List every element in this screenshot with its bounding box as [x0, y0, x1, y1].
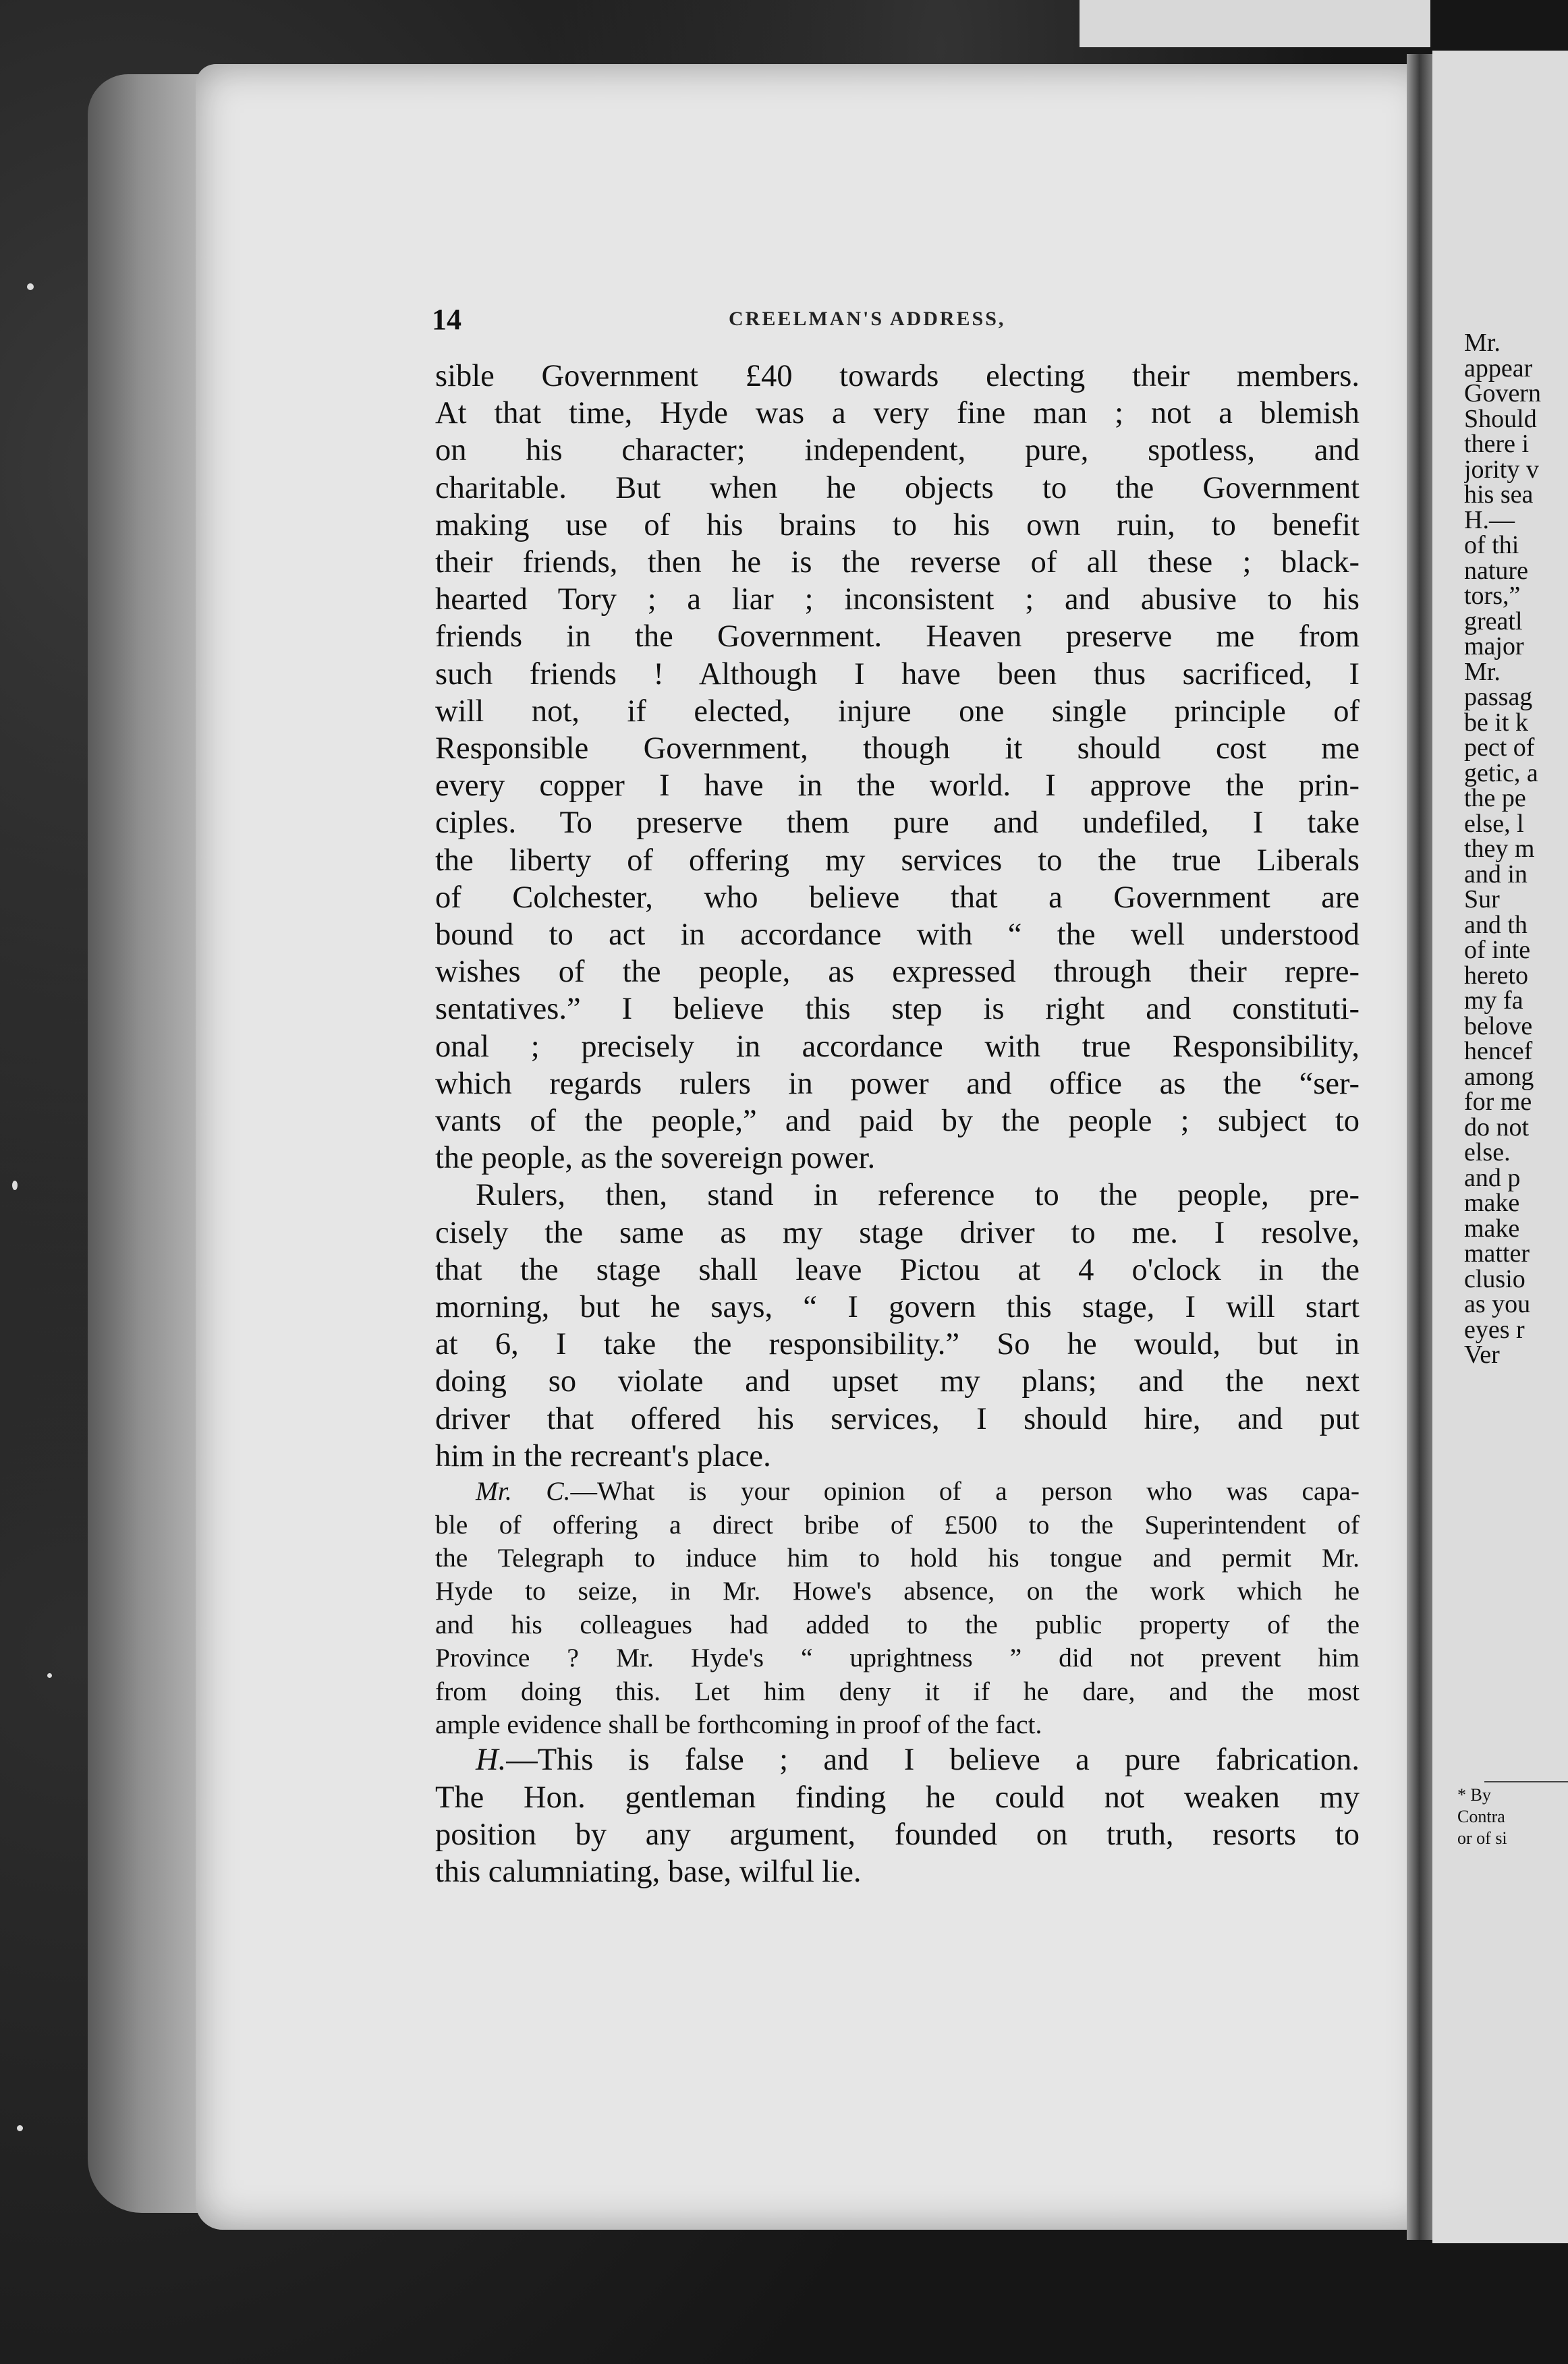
text-line: him in the recreant's place. — [435, 1438, 771, 1473]
text-line: Rulers, then, stand in reference to the people, pre- — [476, 1178, 1360, 1213]
right-page-line: and th — [1464, 910, 1528, 939]
right-page-line: Should — [1464, 404, 1537, 433]
paragraph-2 — [435, 1177, 1360, 1475]
text-line: every copper I have in the world. I approve the prin- — [435, 768, 1360, 804]
right-page-line: and in — [1464, 860, 1528, 889]
right-page-line: and p — [1464, 1163, 1521, 1192]
right-page-line: matter — [1464, 1239, 1530, 1268]
right-page-line: tors,” — [1464, 582, 1521, 610]
right-page-line: of inte — [1464, 936, 1531, 964]
text-line: the people, as the sovereign power. — [435, 1141, 876, 1176]
page-number: 14 — [432, 303, 461, 336]
text-line: this calumniating, base, wilful lie. — [435, 1854, 862, 1889]
right-page-text — [1464, 331, 1568, 1368]
text-line: sentatives.” I believe this step is right and constituti- — [435, 992, 1360, 1027]
text-line: their friends, then he is the reverse of all these ; black- — [435, 545, 1360, 580]
right-page-line: Sur — [1464, 885, 1500, 913]
right-page-line: else. — [1464, 1138, 1511, 1166]
right-page-line: hereto — [1464, 961, 1528, 990]
right-page-line: make — [1464, 1214, 1520, 1243]
paragraph-3 — [435, 1475, 1360, 1741]
text-line: hearted Tory ; a liar ; inconsistent ; and abusive to his — [435, 582, 1360, 617]
text-line: driver that offered his services, I should hire, and put — [435, 1401, 1360, 1436]
dust-speck — [12, 1181, 18, 1190]
right-page-line: Mr. — [1464, 657, 1501, 686]
text-line: At that time, Hyde was a very fine man ; not a blemish — [435, 396, 1360, 431]
text-line: of Colchester, who believe that a Government are — [435, 880, 1360, 915]
text-line: onal ; precisely in accordance with true Responsibility, — [435, 1029, 1360, 1064]
right-page-line: the pe — [1464, 784, 1526, 812]
right-page-line: make — [1464, 1189, 1520, 1217]
text-line: from doing this. Let him deny it if he dare, and the most — [435, 1676, 1360, 1706]
dust-speck — [27, 283, 34, 290]
right-page-line: among — [1464, 1062, 1534, 1091]
right-page-line: passag — [1464, 683, 1533, 711]
dust-speck — [47, 1673, 52, 1678]
right-page-line: jority v — [1464, 455, 1539, 484]
right-page-line: for me — [1464, 1088, 1532, 1116]
text-line: on his character; independent, pure, spotless, and — [435, 433, 1360, 468]
right-page-line: Ver — [1464, 1341, 1500, 1368]
paper-strip — [1080, 0, 1430, 47]
footnote-rule — [1484, 1781, 1568, 1782]
text-line: friends in the Government. Heaven preserve me from — [435, 619, 1360, 654]
right-page-footnote — [1457, 1784, 1565, 1849]
paragraph-4 — [435, 1741, 1360, 1890]
paragraph-1 — [435, 358, 1360, 1177]
right-footnote-line: Contra — [1457, 1807, 1505, 1826]
right-page-line: pect of — [1464, 733, 1535, 762]
right-page-line: greatl — [1464, 607, 1523, 636]
text-line — [435, 1741, 1360, 1778]
right-page-line: appear — [1464, 354, 1533, 383]
book-gutter — [1407, 54, 1432, 2240]
text-line: which regards rulers in power and office as the “ser- — [435, 1066, 1360, 1101]
text-run: —What is your opinion of a person who was capa- — [570, 1476, 1360, 1507]
right-page-line: major — [1464, 632, 1524, 660]
text-line: at 6, I take the responsibility.” So he would, but in — [435, 1327, 1360, 1362]
text-line — [435, 1475, 1360, 1508]
text-line: ble of offering a direct bribe of £500 to the Superintendent of — [435, 1509, 1360, 1540]
text-line: such friends ! Although I have been thus sacrificed, I — [435, 656, 1360, 692]
right-page-line: clusio — [1464, 1264, 1525, 1293]
right-footnote-line: * By — [1457, 1785, 1491, 1805]
text-line: The Hon. gentleman finding he could not weaken my — [435, 1780, 1360, 1815]
text-line: charitable. But when he objects to the Government — [435, 470, 1360, 505]
text-line: that the stage shall leave Pictou at 4 o'clock in the — [435, 1252, 1360, 1287]
text-line: position by any argument, founded on truth, resorts to — [435, 1817, 1360, 1852]
text-line: doing so violate and upset my plans; and the next — [435, 1364, 1360, 1399]
text-line: vants of the people,” and paid by the people ; subject to — [435, 1104, 1360, 1139]
right-page-line: Mr. — [1464, 331, 1501, 357]
right-page-line: hencef — [1464, 1037, 1533, 1065]
right-page-line: there i — [1464, 430, 1530, 458]
text-line: will not, if elected, injure one single principle of — [435, 694, 1360, 729]
right-page-line: his sea — [1464, 480, 1534, 509]
right-page-line: do not — [1464, 1113, 1530, 1142]
text-line: bound to act in accordance with “ the well understood — [435, 918, 1360, 953]
text-line: wishes of the people, as expressed through their repre- — [435, 955, 1360, 990]
text-line: Responsible Government, though it should cost me — [435, 731, 1360, 766]
right-page-line: H.— — [1464, 505, 1515, 534]
text-line: Province ? Mr. Hyde's “ uprightness ” did not prevent him — [435, 1643, 1360, 1673]
right-page-line: my fa — [1464, 986, 1523, 1015]
right-page-line: be it k — [1464, 708, 1528, 737]
dust-speck — [17, 2125, 23, 2131]
page-body — [435, 358, 1360, 1890]
speaker-label: H. — [476, 1743, 507, 1778]
text-line: sible Government £40 towards electing their members. — [435, 359, 1360, 393]
text-line: morning, but he says, “ I govern this stage, I will start — [435, 1290, 1360, 1325]
text-line: cisely the same as my stage driver to me. I resolve, — [435, 1215, 1360, 1250]
right-page-line: of thi — [1464, 531, 1519, 559]
right-page-line: nature — [1464, 556, 1528, 585]
speaker-label: Mr. C. — [476, 1476, 571, 1507]
text-line: making use of his brains to his own ruin, to benefit — [435, 507, 1360, 542]
right-page-line: getic, a — [1464, 758, 1538, 787]
text-line: the liberty of offering my services to the true Liberals — [435, 843, 1360, 878]
running-head: CREELMAN'S ADDRESS, — [729, 308, 1006, 330]
text-line: ciples. To preserve them pure and undefiled, I take — [435, 806, 1360, 841]
right-page-line: else, l — [1464, 809, 1524, 838]
page-header — [432, 302, 1376, 336]
text-line: Hyde to seize, in Mr. Howe's absence, on the work which he — [435, 1576, 1360, 1606]
text-line: ample evidence shall be forthcoming in proof of the fact. — [435, 1709, 1042, 1739]
text-run: —This is false ; and I believe a pure fabrication. — [506, 1743, 1360, 1778]
right-page-line: eyes r — [1464, 1315, 1525, 1344]
right-page-line: as you — [1464, 1290, 1531, 1318]
right-page-line: Govern — [1464, 379, 1541, 407]
text-line: the Telegraph to induce him to hold his tongue and permit Mr. — [435, 1542, 1360, 1573]
right-page-line: belove — [1464, 1011, 1533, 1040]
right-footnote-line: or of si — [1457, 1828, 1507, 1848]
text-line: and his colleagues had added to the public property of the — [435, 1609, 1360, 1639]
right-page-line: they m — [1464, 835, 1535, 863]
